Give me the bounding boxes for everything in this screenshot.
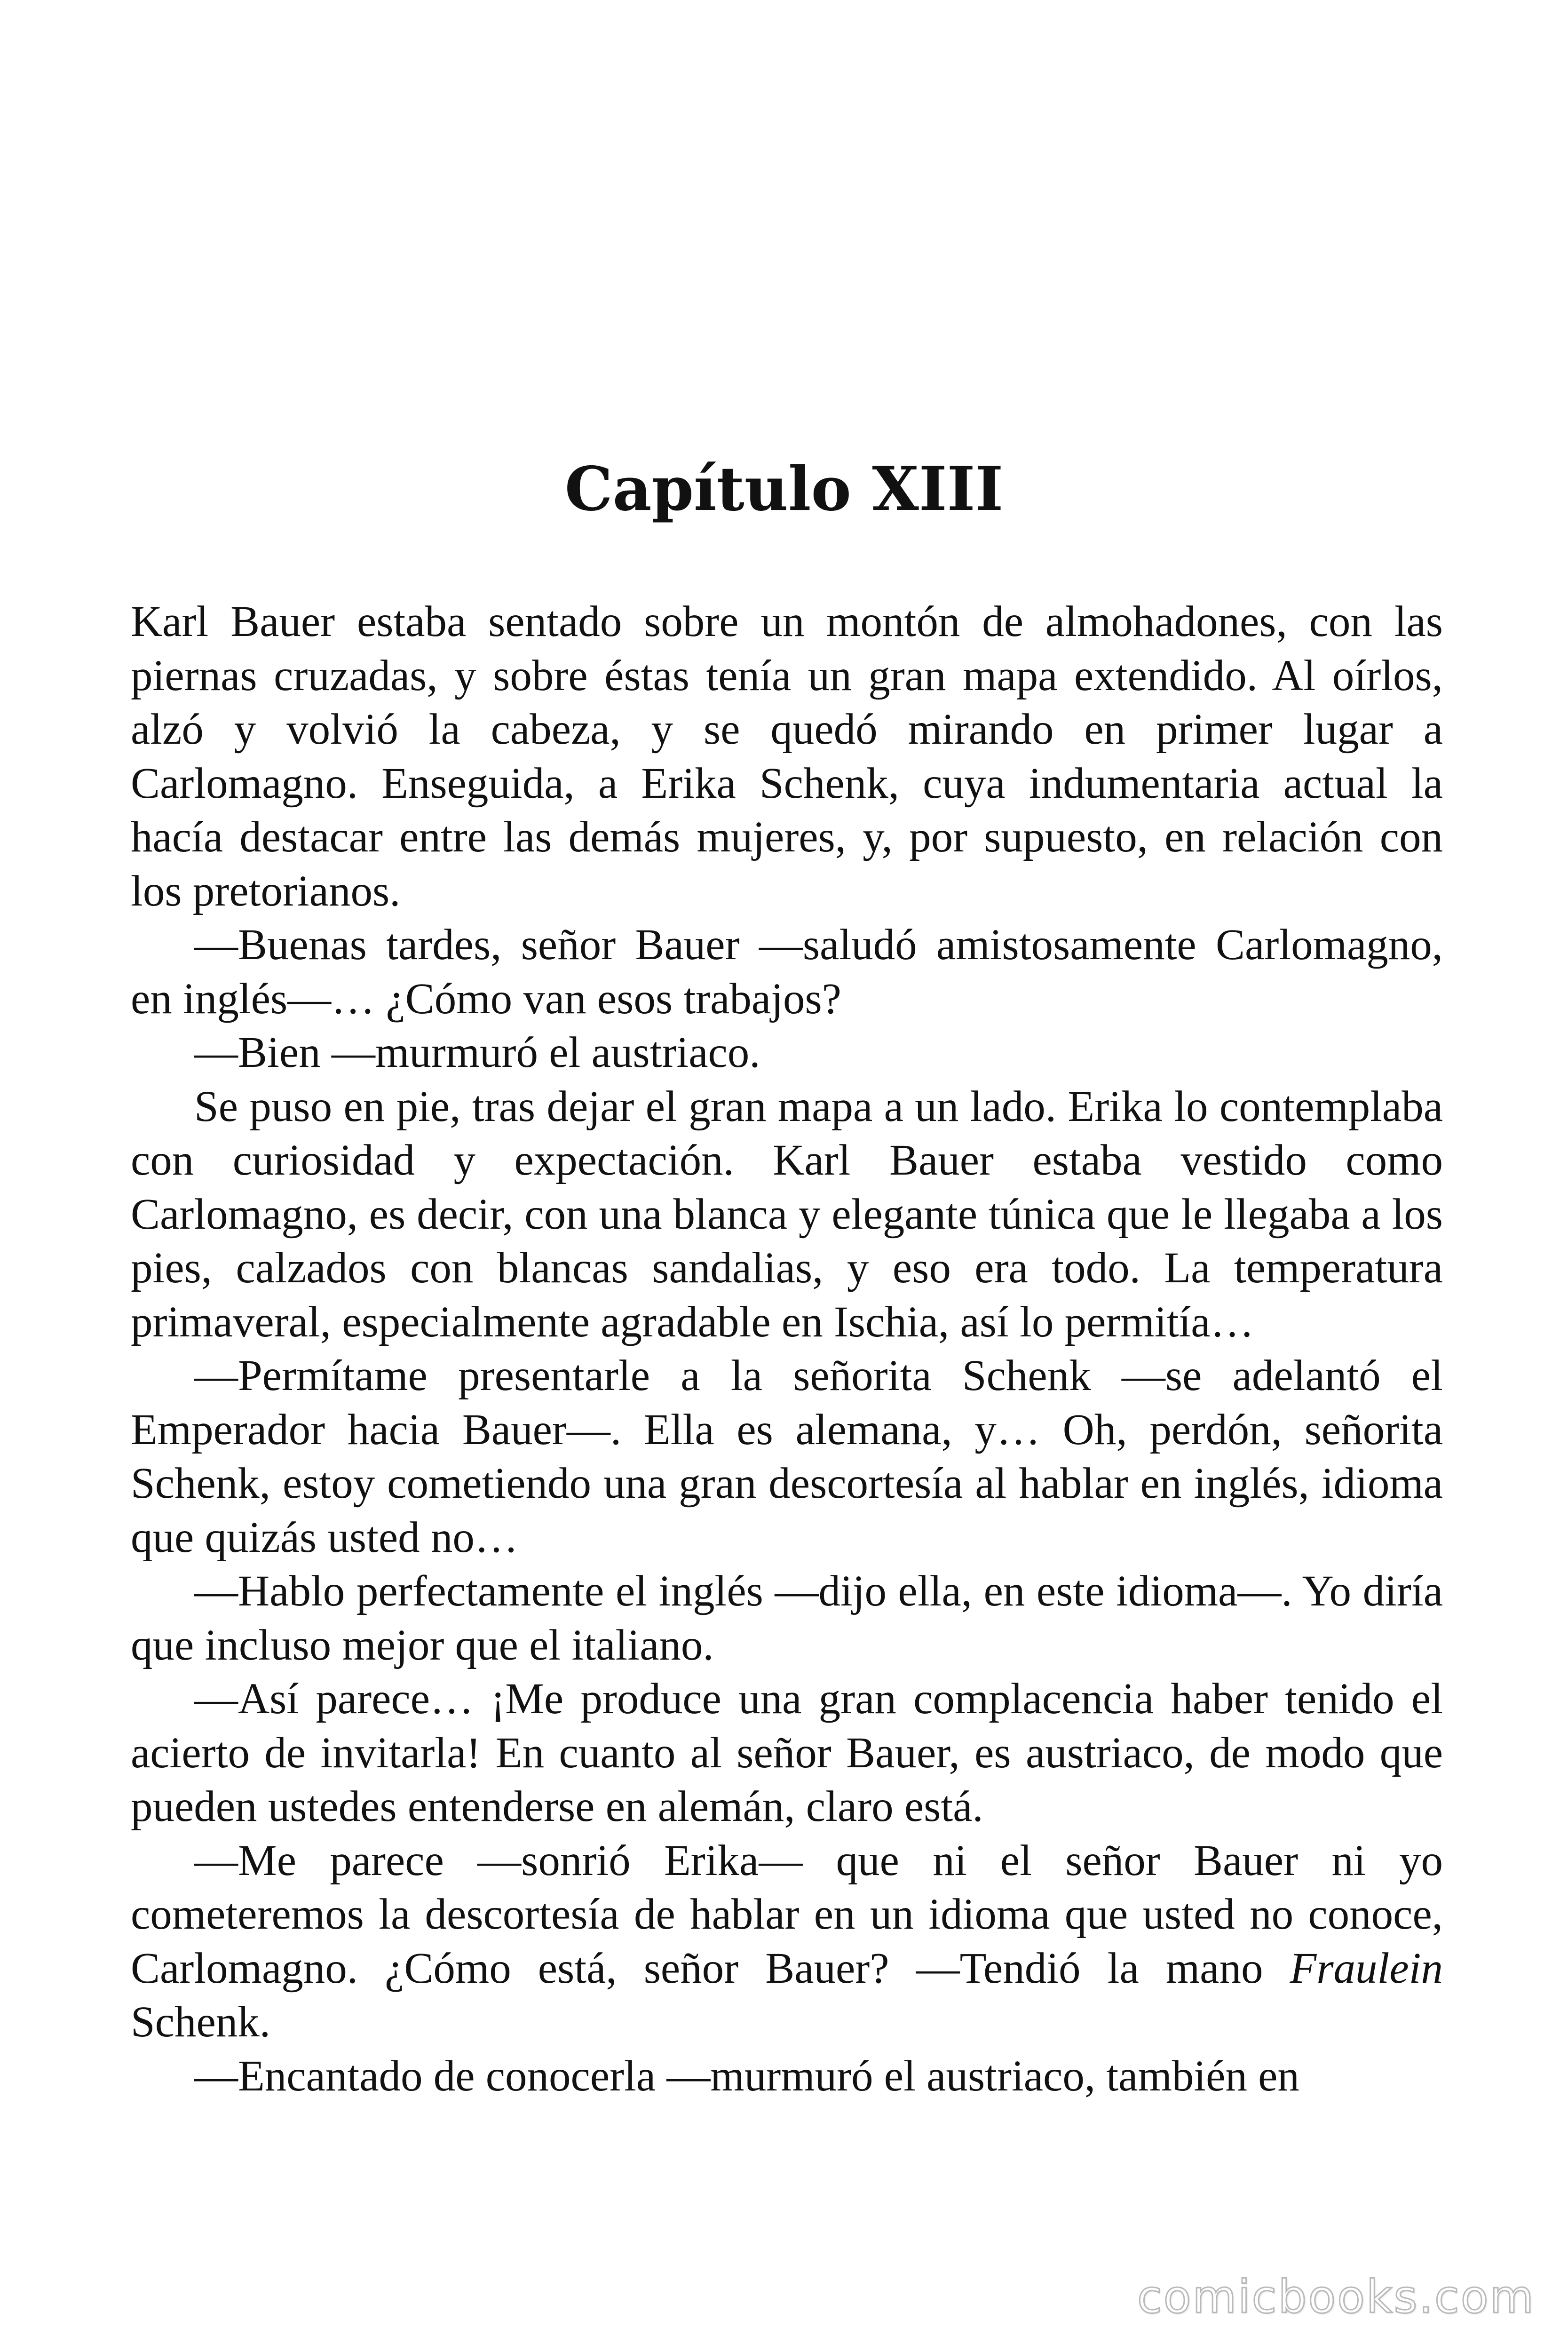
paragraph xyxy=(131,1026,1443,1080)
paragraph xyxy=(131,2050,1443,2104)
paragraph xyxy=(131,1834,1443,2050)
body-text xyxy=(131,595,1443,2103)
paragraph-text: —Encantado de conocerla —murmuró el austriaco, también en xyxy=(194,2051,1299,2100)
paragraph xyxy=(131,595,1443,918)
watermark-logo: comicbooks.com xyxy=(1137,2271,1535,2323)
paragraph xyxy=(131,1672,1443,1834)
paragraph-text: Karl Bauer estaba sentado sobre un montón de almohadones, con las piernas cruzadas, y sobre éstas tenía un gran mapa extendido. Al oírlos, alzó y volvió la cabeza, y se quedó mirando en primer lugar a Carlomagno. Enseguida, a Erika Schenk, cuya indumentaria actual la hacía destacar entre las demás mujeres, y, por supuesto, en relación con los pretorianos. xyxy=(131,597,1443,915)
paragraph-text: —Hablo perfectamente el inglés —dijo ella, en este idioma—. Yo diría que incluso mejor que el italiano. xyxy=(131,1567,1443,1669)
paragraph-text: —Me parece —sonrió Erika— que ni el señor Bauer ni yo cometeremos la descortesía de hablar en un idioma que usted no conoce, Carlomagno. ¿Cómo está, señor Bauer? —Tendió la mano xyxy=(131,1836,1443,1993)
paragraph-text: —Así parece… ¡Me produce una gran complacencia haber tenido el acierto de invitarla! En cuanto al señor Bauer, es austriaco, de modo que pueden ustedes entenderse en alemán, claro está. xyxy=(131,1675,1443,1831)
paragraph-text: —Bien —murmuró el austriaco. xyxy=(194,1028,760,1077)
paragraph-text: —Buenas tardes, señor Bauer —saludó amistosamente Carlomagno, en inglés—… ¿Cómo van esos trabajos? xyxy=(131,921,1443,1023)
chapter-title: Capítulo XIII xyxy=(564,454,1004,524)
paragraph xyxy=(131,918,1443,1026)
paragraph xyxy=(131,1565,1443,1672)
paragraph-text: Se puso en pie, tras dejar el gran mapa a un lado. Erika lo contemplaba con curiosidad y expectación. Karl Bauer estaba vestido como Carlomagno, es decir, con una blanca y elegante túnica que le llegaba a los pies, calzados con blancas sandalias, y eso era todo. La temperatura primaveral, especialmente agradable en Ischia, así lo permitía… xyxy=(131,1082,1443,1346)
paragraph xyxy=(131,1080,1443,1350)
paragraph-text: —Permítame presentarle a la señorita Schenk —se adelantó el Emperador hacia Bauer—. Ella es alemana, y… Oh, perdón, señorita Schenk, estoy cometiendo una gran descortesía al hablar en inglés, idioma que quizás usted no… xyxy=(131,1351,1443,1562)
paragraph xyxy=(131,1349,1443,1565)
italic-text: Fraulein xyxy=(1290,1944,1443,1993)
paragraph-text: Schenk. xyxy=(131,1998,271,2046)
